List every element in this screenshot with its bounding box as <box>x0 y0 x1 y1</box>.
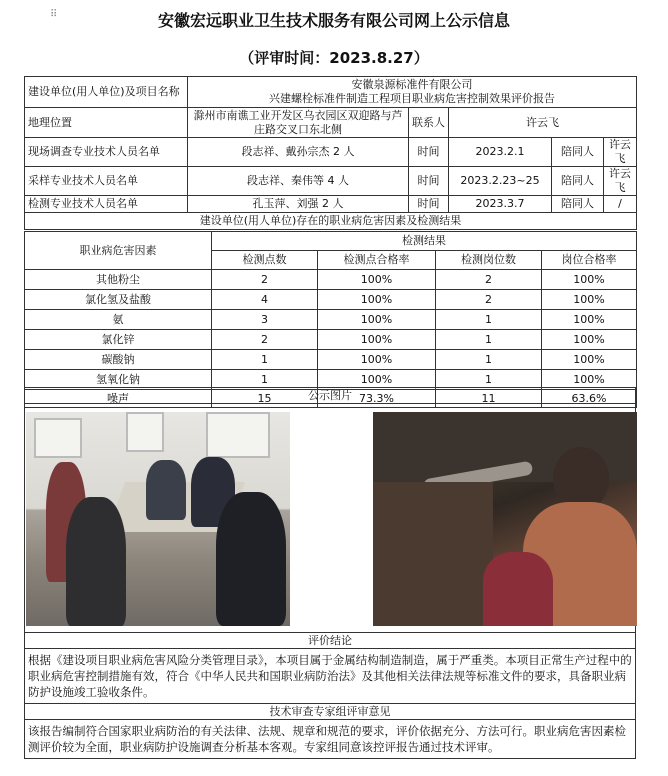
hazard-point-rate: 100% <box>318 350 436 370</box>
sampling-staff: 段志祥、秦伟等 4 人 <box>188 167 409 196</box>
location-label: 地理位置 <box>25 108 188 138</box>
unit-label: 建设单位(用人单位)及项目名称 <box>25 77 188 108</box>
hazard-factor: 氨 <box>25 310 212 330</box>
hazard-points: 15 <box>212 390 318 408</box>
meeting-photo <box>26 412 290 626</box>
hazard-post-rate: 100% <box>542 330 637 350</box>
location-value: 滁州市南谯工业开发区乌衣园区双迎路与芦庄路交叉口东北侧 <box>188 108 409 138</box>
hazard-posts: 2 <box>436 270 542 290</box>
hazard-points: 1 <box>212 350 318 370</box>
hazard-point-rate: 100% <box>318 370 436 390</box>
testing-label: 检测专业技术人员名单 <box>25 196 188 213</box>
review-text: 该报告编制符合国家职业病防治的有关法律、法规、规章和规范的要求，评价依据充分、方法可行。职业病危害因素检测评价较为全面，职业病防护设施调查分析基本客观。专家组同意该控评报告通过技术评审。 <box>25 720 636 759</box>
col-points: 检测点数 <box>212 251 318 270</box>
disclosure-table <box>24 76 637 230</box>
hazard-points: 2 <box>212 330 318 350</box>
hazard-posts: 11 <box>436 390 542 408</box>
contact-label: 联系人 <box>409 108 449 138</box>
table-row <box>25 310 637 330</box>
hazard-point-rate: 100% <box>318 270 436 290</box>
hazard-factor: 氯化氢及盐酸 <box>25 290 212 310</box>
survey-companion-label: 陪同人 <box>552 138 604 167</box>
factor-header: 职业病危害因素 <box>25 232 212 270</box>
drag-handle-icon[interactable]: ⠿ <box>50 9 59 20</box>
col-posts: 检测岗位数 <box>436 251 542 270</box>
hazard-posts: 1 <box>436 350 542 370</box>
sampling-time-label: 时间 <box>409 167 449 196</box>
hazard-factor: 氯化锌 <box>25 330 212 350</box>
table-row <box>25 350 637 370</box>
table-row <box>25 290 637 310</box>
testing-companion: / <box>604 196 637 213</box>
survey-companion: 许云飞 <box>604 138 637 167</box>
review-date: （评审时间：2023.8.27） <box>239 49 429 67</box>
sampling-label: 采样专业技术人员名单 <box>25 167 188 196</box>
testing-time-label: 时间 <box>409 196 449 213</box>
hazard-post-rate: 100% <box>542 370 637 390</box>
hazard-post-rate: 100% <box>542 310 637 330</box>
unit-name: 安徽泉源标准件有限公司 <box>351 78 473 91</box>
hazard-factor: 噪声 <box>25 390 212 408</box>
hazard-points: 2 <box>212 270 318 290</box>
result-header: 检测结果 <box>212 232 637 251</box>
hazard-factor: 其他粉尘 <box>25 270 212 290</box>
conclusion-text: 根据《建设项目职业病危害风险分类管理目录》，本项目属于金属结构制造制造，属于严重类。本项目正常生产过程中的职业病危害控制措施有效，符合《中华人民共和国职业病防治法》及其他相关法律法规等标准文件的要求，具备职业病防护设施竣工验收条件。 <box>25 649 636 704</box>
sampling-date: 2023.2.23~25 <box>449 167 552 196</box>
hazard-posts: 2 <box>436 290 542 310</box>
hazard-posts: 1 <box>436 310 542 330</box>
hazard-table <box>24 231 637 408</box>
photos-cell <box>25 404 636 633</box>
hazard-points: 4 <box>212 290 318 310</box>
conclusion-title: 评价结论 <box>25 633 636 649</box>
hazard-posts: 1 <box>436 330 542 350</box>
hazard-factor: 碳酸钠 <box>25 350 212 370</box>
sampling-companion-label: 陪同人 <box>552 167 604 196</box>
field-photo <box>373 412 637 626</box>
hazard-post-rate: 63.6% <box>542 390 637 408</box>
testing-date: 2023.3.7 <box>449 196 552 213</box>
hazard-points: 1 <box>212 370 318 390</box>
hazard-post-rate: 100% <box>542 270 637 290</box>
sampling-companion: 许云飞 <box>604 167 637 196</box>
contact-value: 许云飞 <box>449 108 637 138</box>
col-point-rate: 检测点合格率 <box>318 251 436 270</box>
hazard-points: 3 <box>212 310 318 330</box>
survey-label: 现场调查专业技术人员名单 <box>25 138 188 167</box>
survey-staff: 段志祥、戴孙宗杰 2 人 <box>188 138 409 167</box>
hazard-posts: 1 <box>436 370 542 390</box>
project-name: 兴建螺栓标准件制造工程项目职业病危害控制效果评价报告 <box>269 92 556 105</box>
col-post-rate: 岗位合格率 <box>542 251 637 270</box>
testing-staff: 孔玉萍、刘强 2 人 <box>188 196 409 213</box>
hazard-point-rate: 100% <box>318 310 436 330</box>
survey-time-label: 时间 <box>409 138 449 167</box>
testing-companion-label: 陪同人 <box>552 196 604 213</box>
hazard-point-rate: 100% <box>318 290 436 310</box>
table-row <box>25 330 637 350</box>
hazard-point-rate: 73.3% <box>318 390 436 408</box>
unit-value <box>188 77 637 108</box>
bottom-table <box>24 387 636 759</box>
survey-date: 2023.2.1 <box>449 138 552 167</box>
page-title: 安徽宏远职业卫生技术服务有限公司网上公示信息 <box>157 11 510 30</box>
photos-title: 公示图片 <box>25 388 636 404</box>
hazard-section-title: 建设单位(用人单位)存在的职业病危害因素及检测结果 <box>25 213 637 230</box>
table-row <box>25 270 637 290</box>
review-title: 技术审查专家组评审意见 <box>25 704 636 720</box>
hazard-post-rate: 100% <box>542 290 637 310</box>
hazard-factor: 氢氧化钠 <box>25 370 212 390</box>
hazard-post-rate: 100% <box>542 350 637 370</box>
hazard-point-rate: 100% <box>318 330 436 350</box>
